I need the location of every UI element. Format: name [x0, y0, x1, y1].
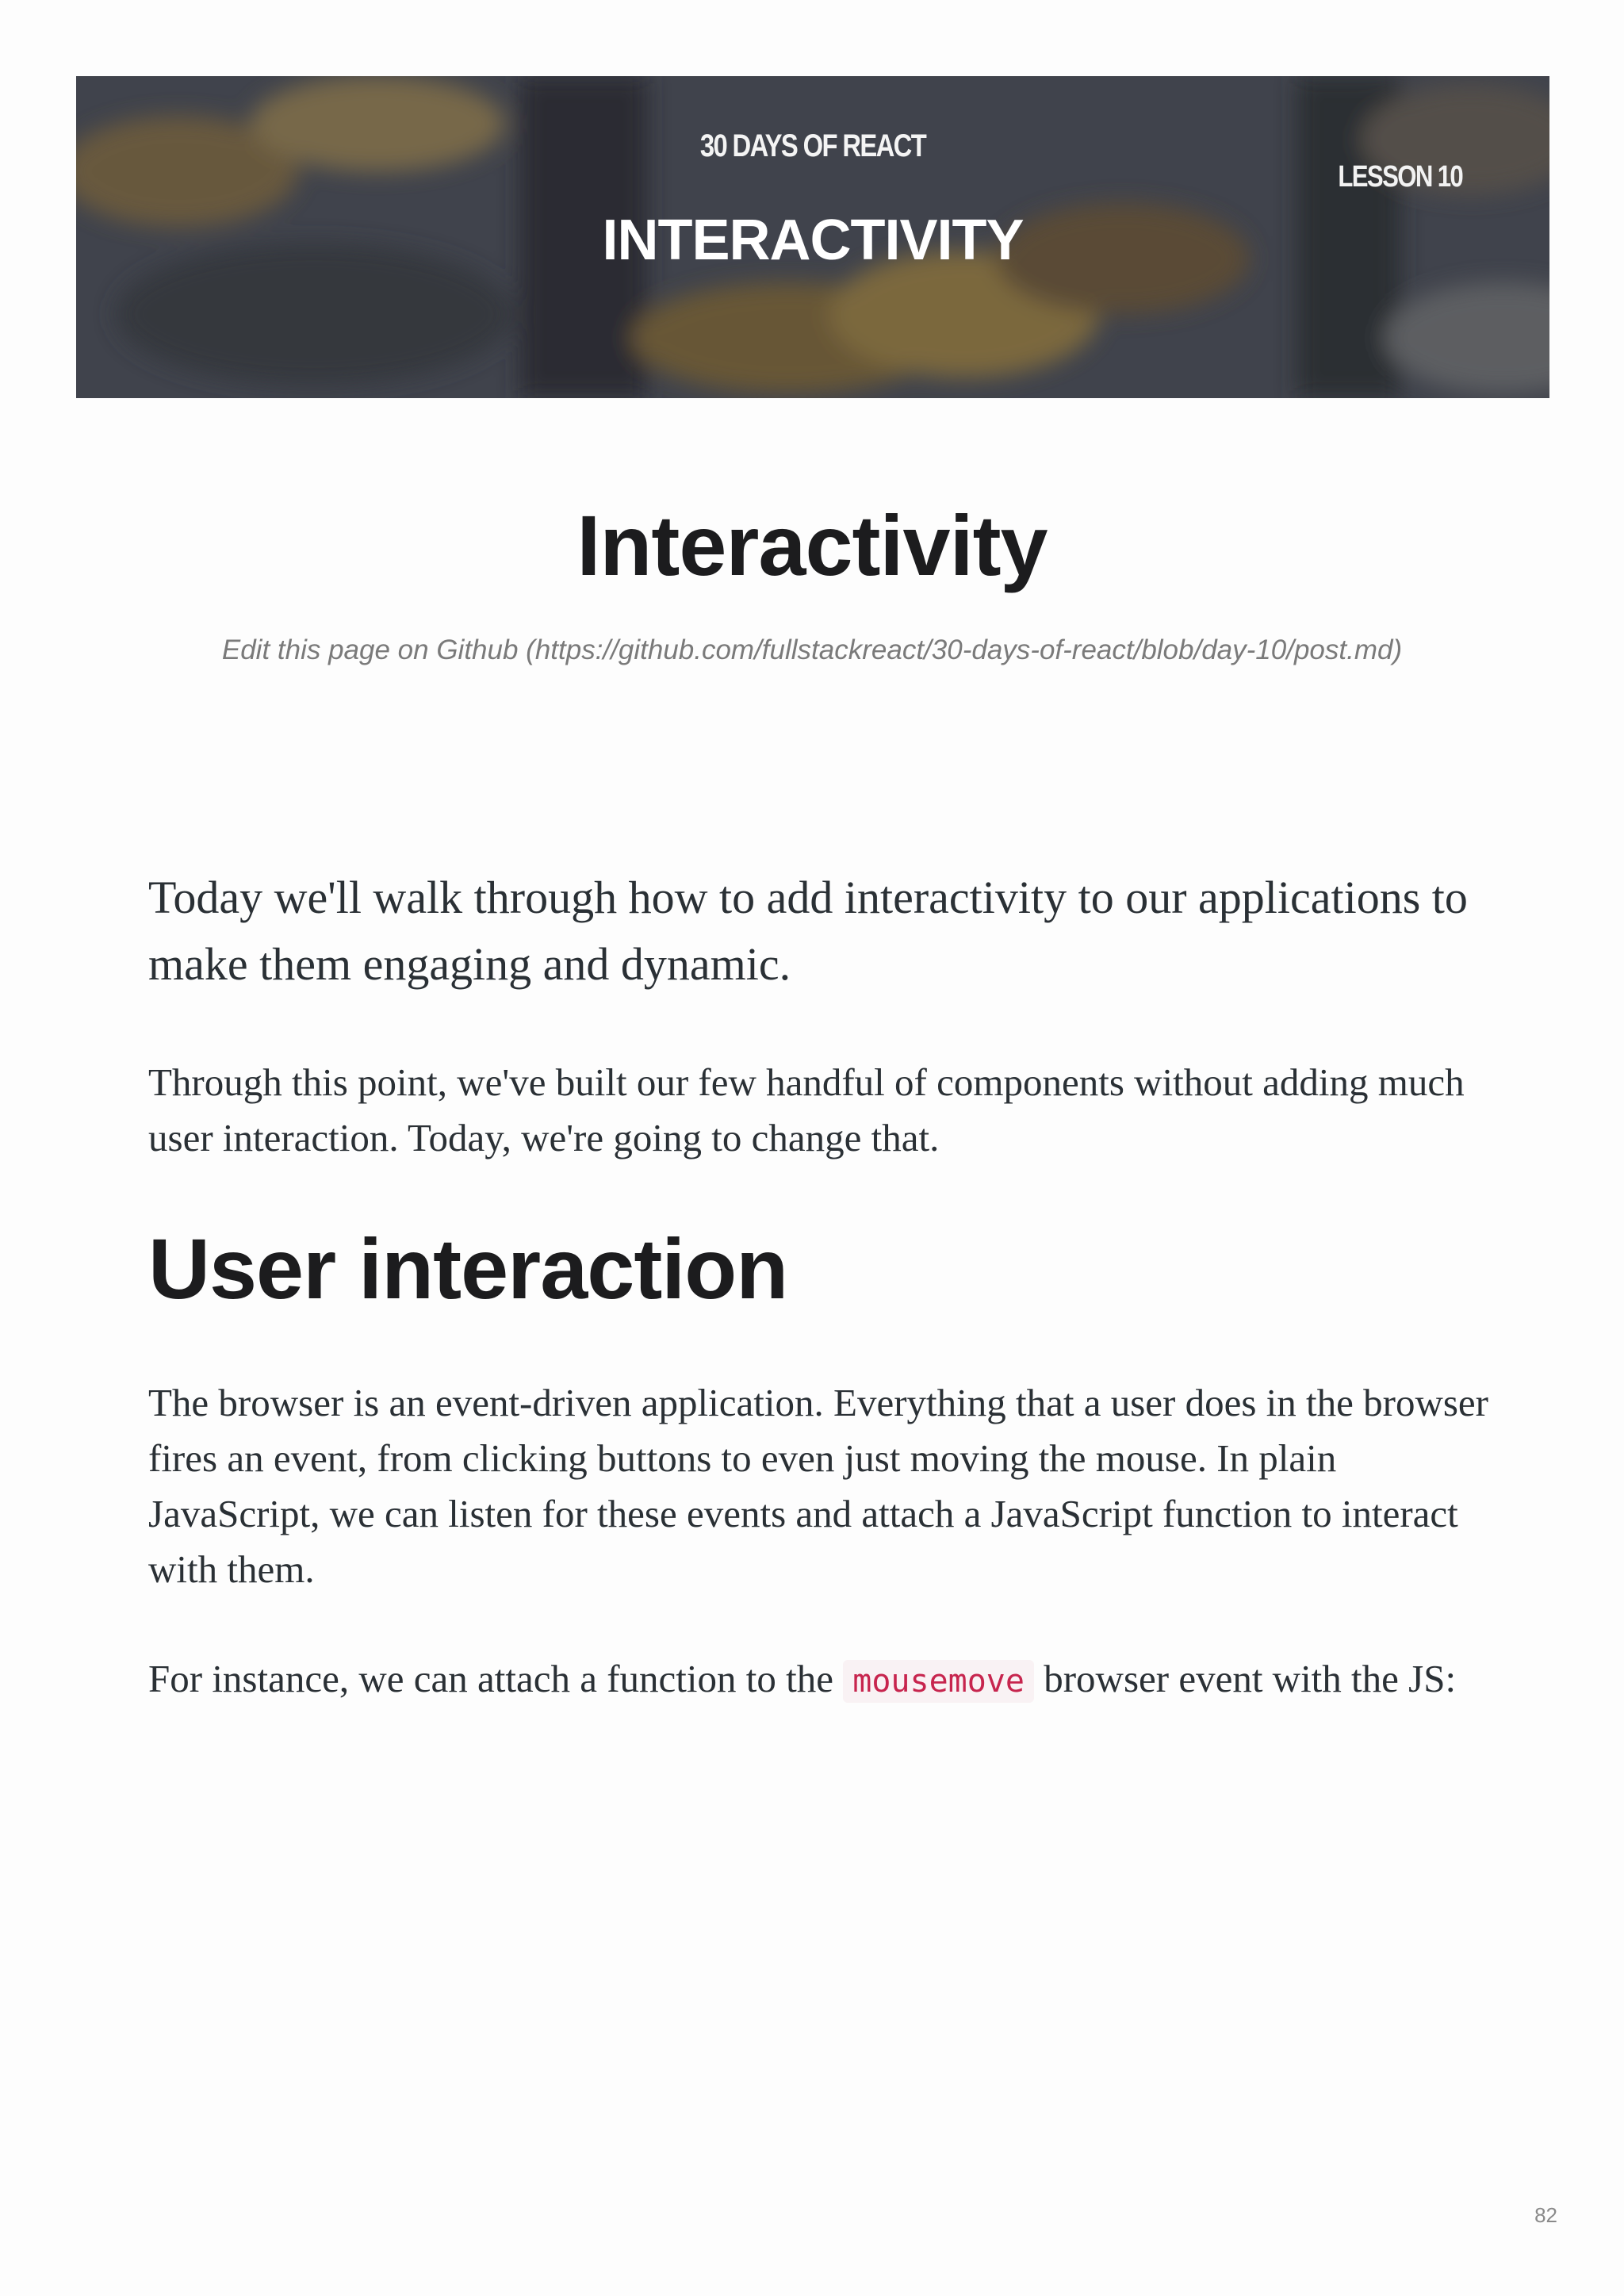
- lead-paragraph: Today we'll walk through how to add interactivity to our applications to make them engaging and dynamic.: [148, 872, 1468, 990]
- inline-code-mousemove: mousemove: [843, 1660, 1034, 1703]
- intro-paragraph: Through this point, we've built our few handful of components without adding much user interaction. Today, we're going to change that.: [148, 1060, 1465, 1159]
- page-title: Interactivity: [576, 497, 1048, 593]
- hero-banner: [76, 76, 1549, 398]
- banner-lesson-number: LESSON 10: [1338, 160, 1462, 194]
- banner-title: INTERACTIVITY: [602, 209, 1024, 272]
- section-heading: User interaction: [148, 1221, 788, 1317]
- page-number: 82: [1534, 2203, 1557, 2227]
- instance-text-after: browser event with the JS:: [1033, 1657, 1457, 1700]
- edit-on-github-link[interactable]: Edit this page on Github (https://github.com/fullstackreact/30-days-of-react/blob/day-10/post.md): [221, 634, 1403, 665]
- events-paragraph: The browser is an event-driven application. Everything that a user does in the browser fires an event, from clicking buttons to even just moving the mouse. In plain JavaScript, we can listen for these events and attach a JavaScript function to interact with them.: [148, 1381, 1488, 1591]
- banner-series-title: 30 DAYS OF REACT: [699, 128, 926, 163]
- instance-paragraph: [148, 1651, 1488, 1709]
- instance-text-before: For instance, we can attach a function to the: [148, 1657, 844, 1700]
